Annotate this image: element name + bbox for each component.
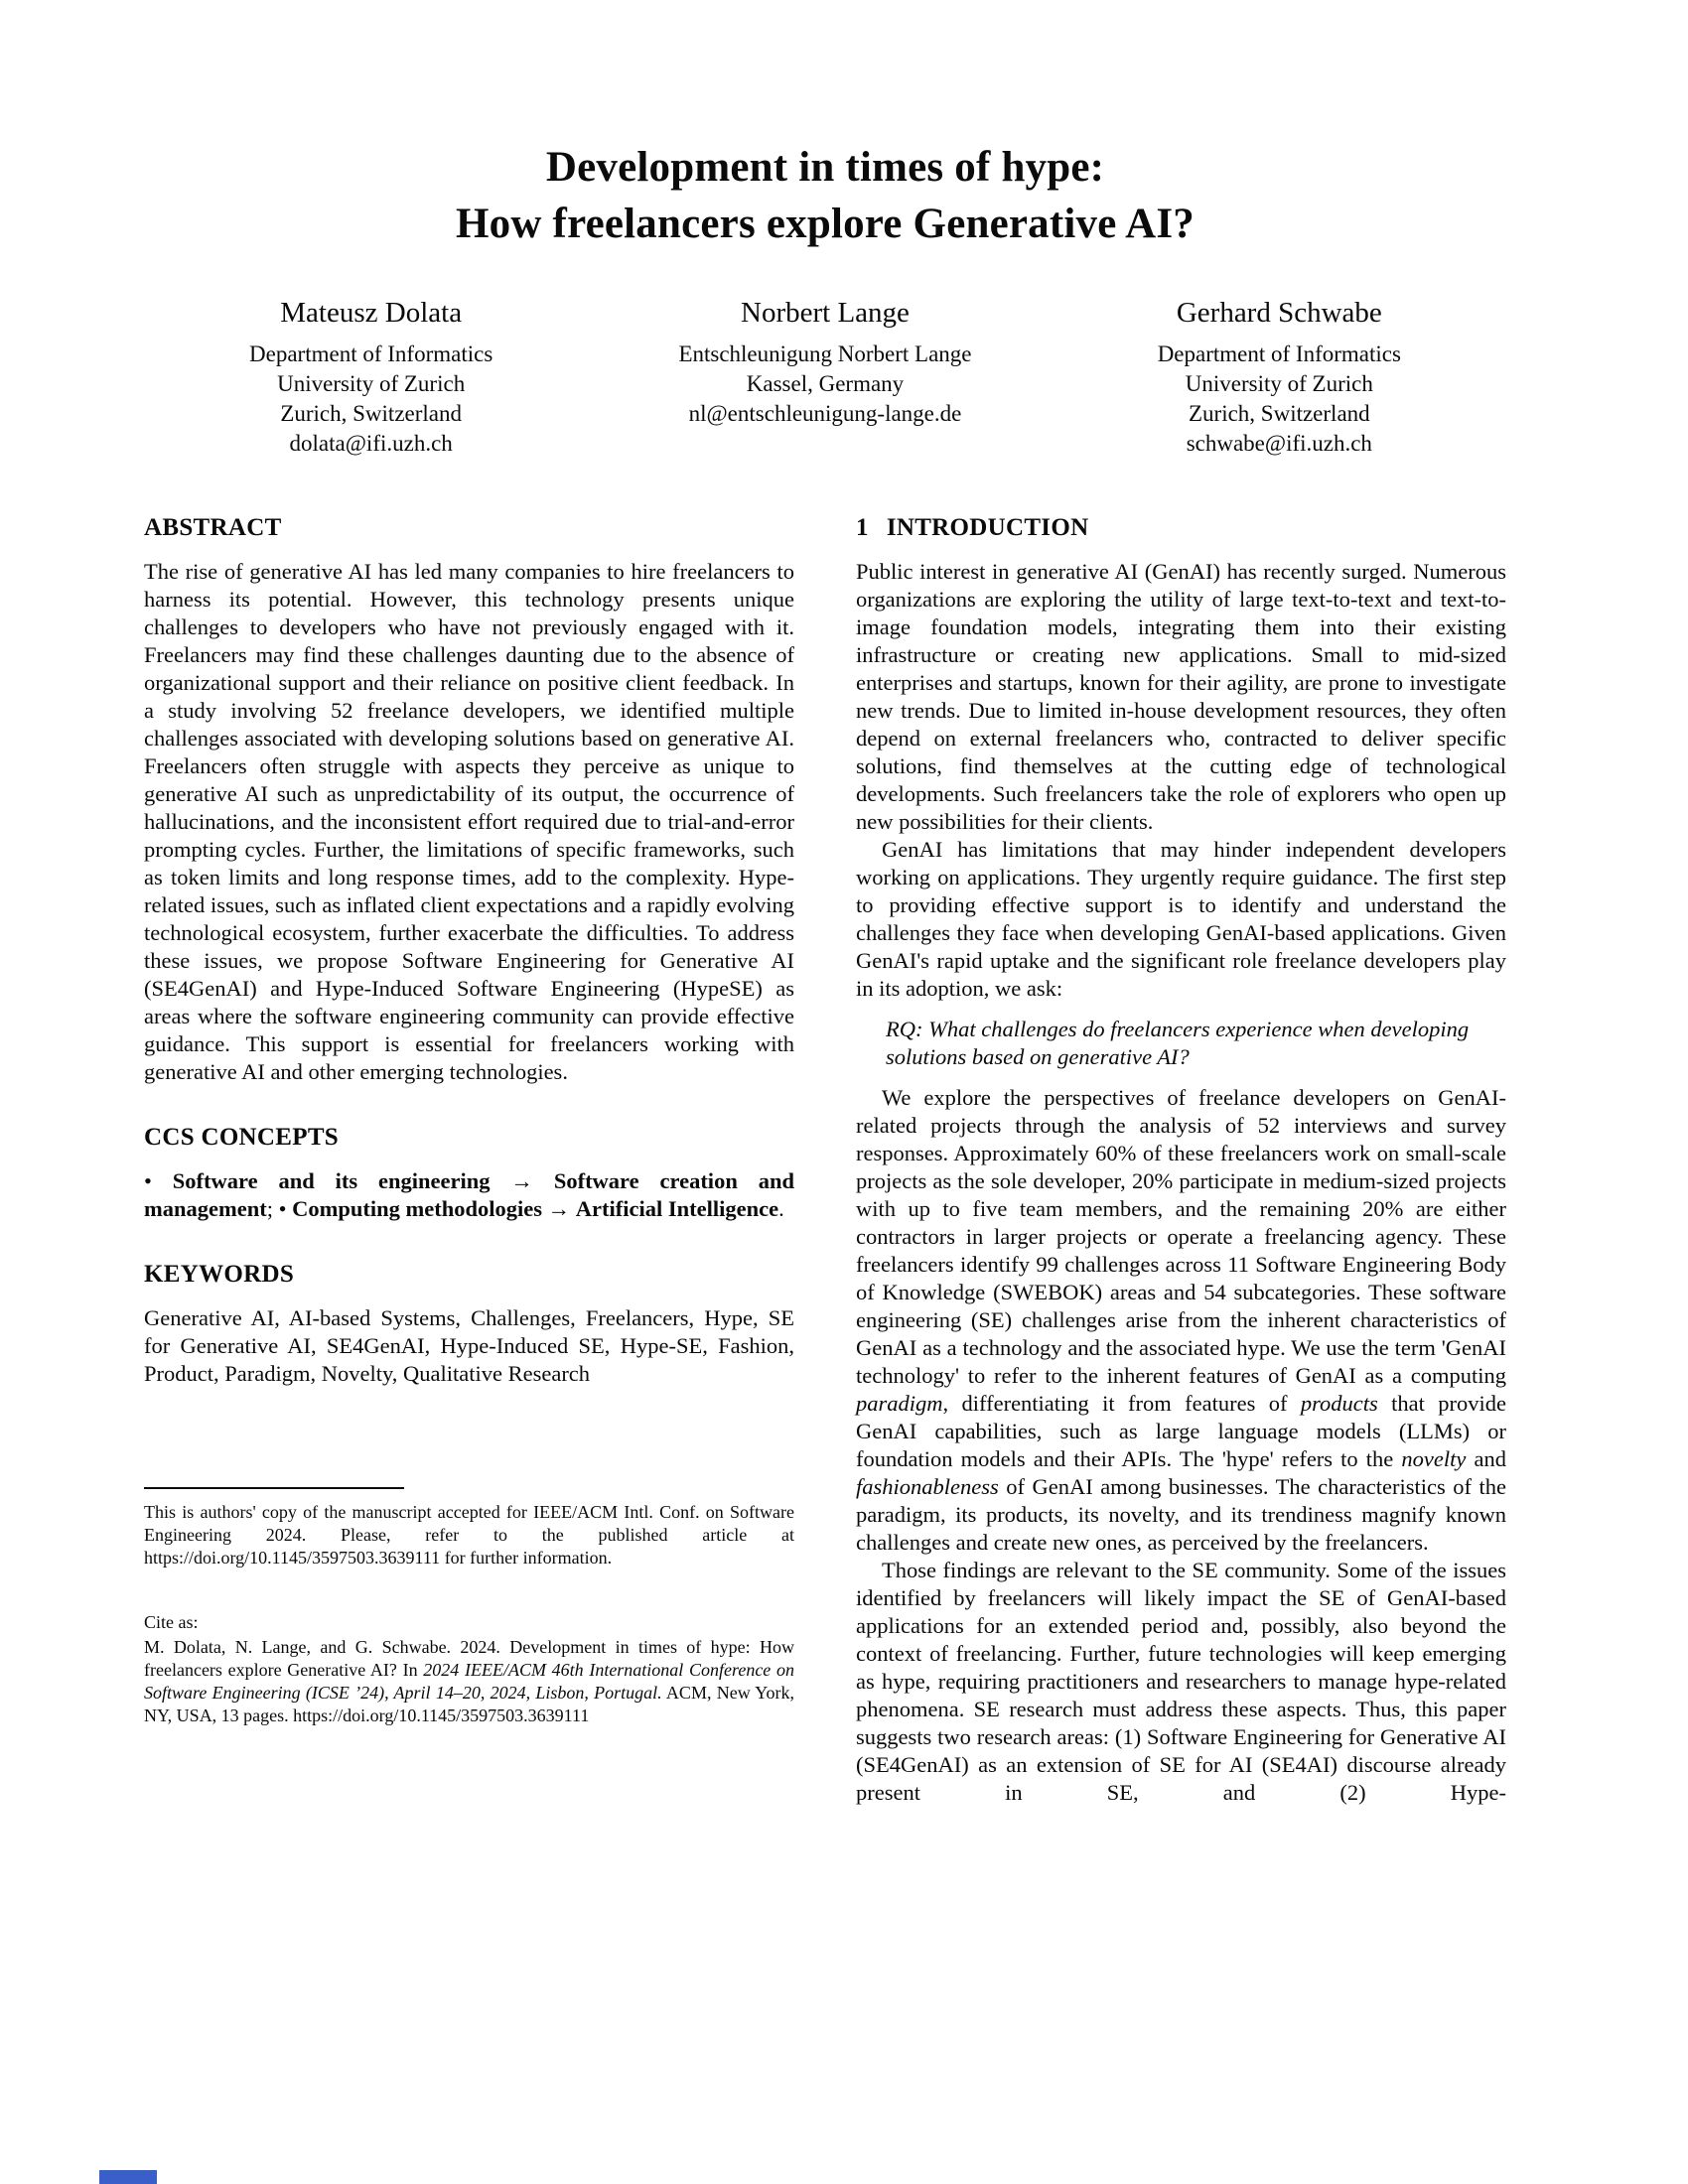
author-affiliation-line: Zurich, Switzerland [280,401,462,426]
abstract-text: The rise of generative AI has led many companies to hire freelancers to harness its potential. However, this technology presents unique challenges to developers who have not previously engaged with it. Freelancers may find these challenges daunting due to the absence of organizational support and their reliance on positive client feedback. In a study involving 52 freelance developers, we identified multiple challenges associated with developing solutions based on generative AI. Freelancers often struggle with aspects they perceive as unique to generative AI such as unpredictability of its output, the occurrence of hallucinations, and the inconsistent effort required due to trial-and-error prompting cycles. Further, the limitations of specific frameworks, such as token limits and long response times, add to the complexity. Hype-related issues, such as inflated client expectations and a rapidly evolving technological ecosystem, further exacerbate the difficulties. To address these issues, we propose Software Engineering for Generative AI (SE4GenAI) and Hype-Induced Software Engineering (HypeSE) as areas where the software engineering community can provide effective guidance. This support is essential for freelancers working with generative AI and other emerging technologies. [144,559,794,1084]
paper-title-line2: How freelancers explore Generative AI? [456,201,1195,247]
author-affiliation-line: Zurich, Switzerland [1188,401,1370,426]
author-email[interactable]: schwabe@ifi.uzh.ch [1186,431,1372,456]
intro-paragraph-4: Those findings are relevant to the SE community. Some of the issues identified by freelancers will likely impact the SE of GenAI-based applications for an extended period and, possibly, also beyond the context of freelancing. Further, future technologies will keep emerging as hype, requiring practitioners and researchers to manage hype-related phenomena. SE research must address these aspects. Thus, this paper suggests two research areas: (1) Software Engineering for Generative AI (SE4GenAI) as an extension of SE for AI (SE4AI) discourse already present in SE, and (2) Hype- [856,1558,1506,1805]
paper-title-line1: Development in times of hype: [545,144,1105,191]
author-affiliation-line: Entschleunigung Norbert Lange [678,341,972,366]
right-column [856,512,1506,1807]
ccs-concepts-text: • Software and its engineering → Software creation and management; • Computing methodologies → Artificial Intelligence. [144,1168,794,1221]
author-affiliation-line: Kassel, Germany [746,371,905,396]
author-name: Gerhard Schwabe [1176,297,1382,329]
authors-row [144,294,1506,459]
author-affiliation-line: University of Zurich [277,371,466,396]
doi-link-citation[interactable]: https://doi.org/10.1145/3597503.3639111 [293,1706,590,1725]
author-name: Norbert Lange [741,297,910,329]
author-block-3 [1053,294,1506,459]
footnote-rule [144,1487,404,1489]
author-block-1 [144,294,598,459]
copyright-notice: This is authors' copy of the manuscript accepted for IEEE/ACM Intl. Conf. on Software Engineering 2024. Please, refer to the published article at https://doi.org/10.1145/3597503.3639111 for further information. [144,1502,794,1568]
author-block-2 [598,294,1052,459]
intro-paragraph-3: We explore the perspectives of freelance developers on GenAI-related projects through the analysis of 52 interviews and survey responses. Approximately 60% of these freelancers work on small-scale projects as the sole developer, 20% participate in medium-sized projects with up to five team members, and the remaining 20% are either contractors in larger projects or operate a freelancing agency. These freelancers identify 99 challenges across 11 Software Engineering Body of Knowledge (SWEBOK) areas and 54 subcategories. These software engineering (SE) challenges arise from the inherent characteristics of GenAI as a technology and the associated hype. We use the term 'GenAI technology' to refer to the inherent features of GenAI as a computing paradigm, differentiating it from features of products that provide GenAI capabilities, such as large language models (LLMs) or foundation models and their APIs. The 'hype' refers to the novelty and fashionableness of GenAI among businesses. The characteristics of the paradigm, its products, its novelty, and its trendiness magnify known challenges and create new ones, as perceived by the freelancers. [856,1085,1506,1555]
keywords-text: Generative AI, AI-based Systems, Challenges, Freelancers, Hype, SE for Generative AI, SE4GenAI, Hype-Induced SE, Hype-SE, Fashion, Product, Paradigm, Novelty, Qualitative Research [144,1305,794,1386]
keywords-heading: KEYWORDS [144,1261,295,1288]
introduction-heading-label: INTRODUCTION [886,514,1089,541]
citation-text: M. Dolata, N. Lange, and G. Schwabe. 2024. Development in times of hype: How freelancers explore Generative AI? In 2024 IEEE/ACM 46th International Conference on Software Engineering (ICSE ’24), April 14–20, 2024, Lisbon, Portugal. ACM, New York, NY, USA, 13 pages. https://doi.org/10.1145/3597503.3639111 [144,1637,794,1725]
ccs-heading: CCS CONCEPTS [144,1124,339,1151]
cite-as-label: Cite as: [144,1612,199,1632]
author-email[interactable]: dolata@ifi.uzh.ch [289,431,453,456]
author-name: Mateusz Dolata [280,297,463,329]
introduction-heading-number: 1 [856,514,869,541]
footnote-area [144,1487,794,1727]
author-email[interactable]: nl@entschleunigung-lange.de [688,401,962,426]
doi-link-footnote[interactable]: https://doi.org/10.1145/3597503.3639111 [144,1548,441,1568]
author-affiliation-line: University of Zurich [1185,371,1373,396]
paper-title [144,139,1506,252]
intro-paragraph-2: GenAI has limitations that may hinder independent developers working on applications. They urgently require guidance. The first step to providing effective support is to identify and understand the challenges they face when developing GenAI-based applications. Given GenAI's rapid uptake and the significant role freelance developers play in its adoption, we ask: [856,837,1506,1001]
introduction-heading [856,512,1506,544]
intro-paragraph-1: Public interest in generative AI (GenAI) has recently surged. Numerous organizations are exploring the utility of large text-to-text and text-to-image foundation models, integrating them into their existing infrastructure or creating new applications. Small to mid-sized enterprises and startups, known for their agility, are prone to investigate new trends. Due to limited in-house development resources, they often depend on external freelancers who, contracted to deliver specific solutions, find themselves at the cutting edge of technological developments. Such freelancers take the role of explorers who open up new possibilities for their clients. [856,559,1506,834]
author-affiliation-line: Department of Informatics [1157,341,1401,366]
abstract-heading: ABSTRACT [144,514,282,541]
author-affiliation-line: Department of Informatics [249,341,493,366]
bottom-left-blue-mark [99,2170,157,2184]
research-question: RQ: What challenges do freelancers experience when developing solutions based on generative AI? [886,1017,1470,1069]
